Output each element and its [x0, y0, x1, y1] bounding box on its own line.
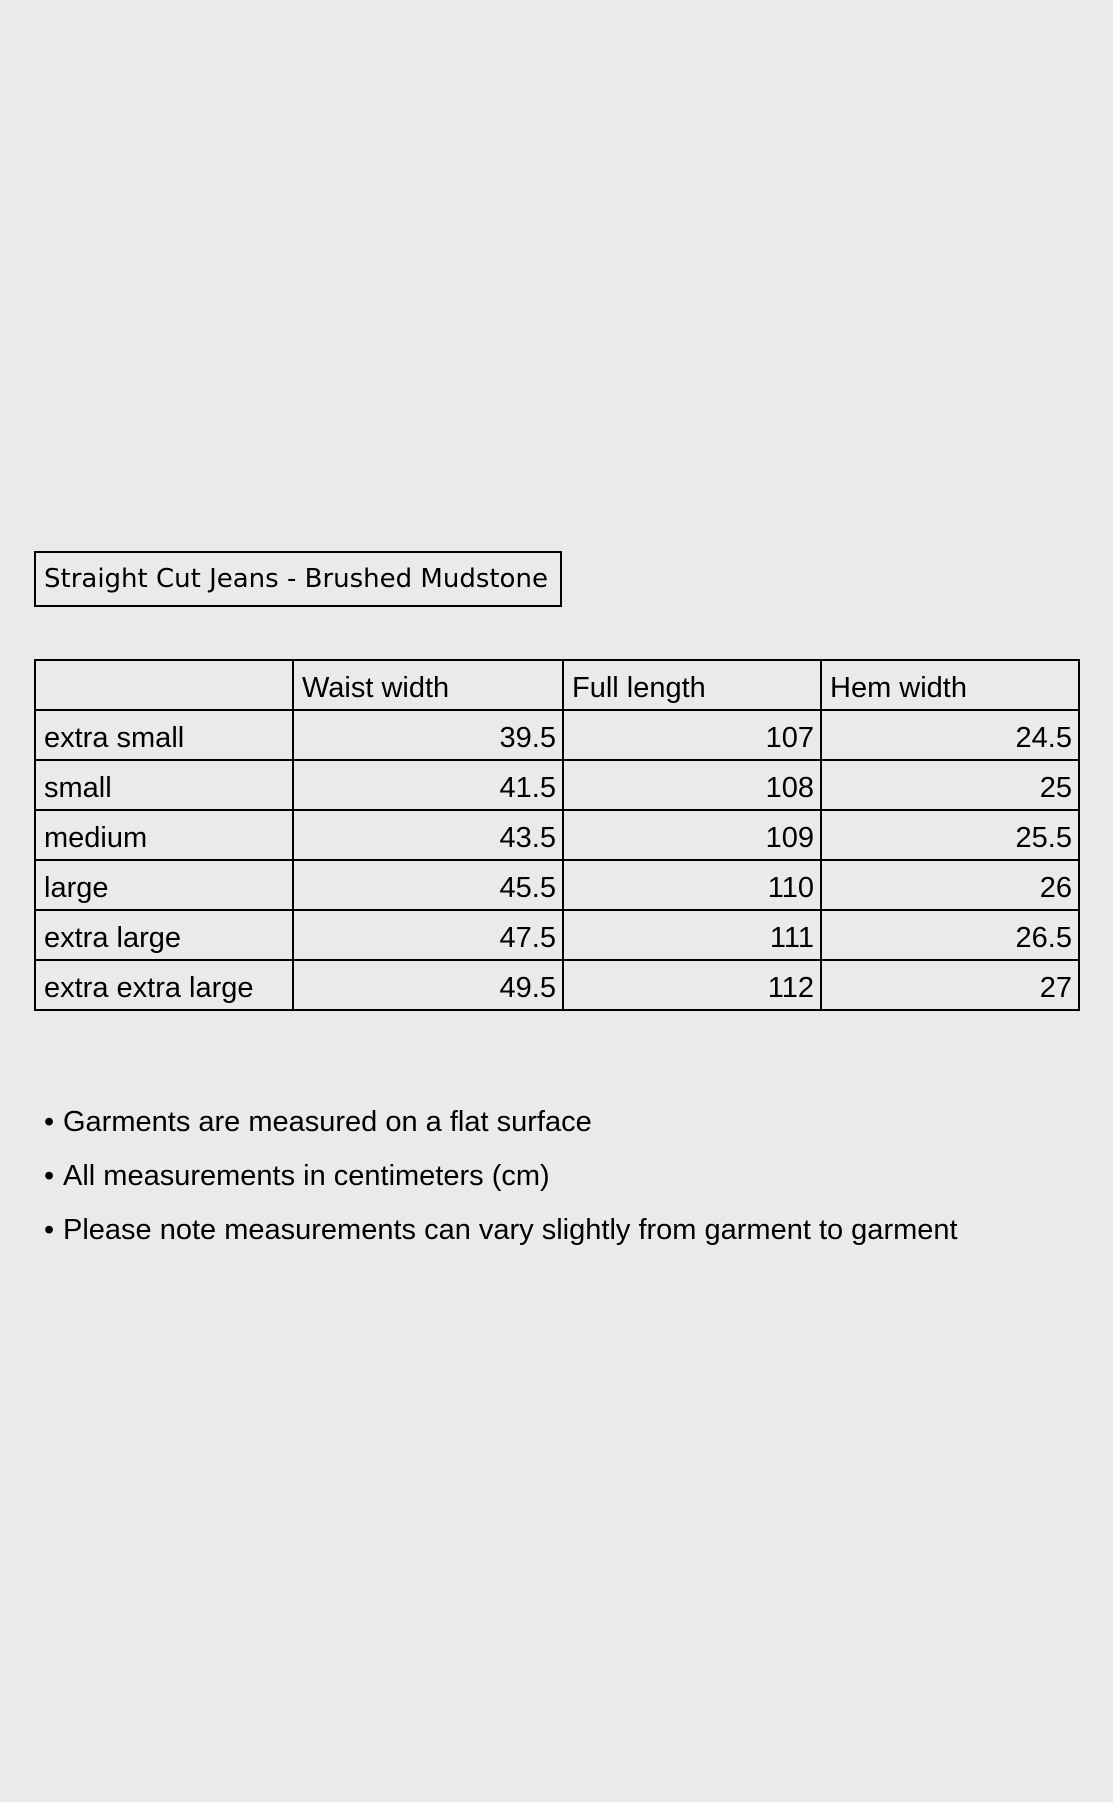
table-row [35, 960, 1079, 1010]
header-full-length: Full length [563, 660, 821, 710]
waist-width-value: 45.5 [293, 860, 563, 910]
note-item [44, 1102, 958, 1156]
hem-width-value: 25.5 [821, 810, 1079, 860]
size-label: medium [35, 810, 293, 860]
note-text: All measurements in centimeters (cm) [63, 1160, 550, 1192]
full-length-value: 107 [563, 710, 821, 760]
size-chart-table [34, 659, 1080, 1011]
table-row [35, 760, 1079, 810]
hem-width-value: 26.5 [821, 910, 1079, 960]
note-text: Garments are measured on a flat surface [63, 1106, 592, 1138]
waist-width-value: 41.5 [293, 760, 563, 810]
size-label: extra extra large [35, 960, 293, 1010]
header-size [35, 660, 293, 710]
note-item [44, 1210, 958, 1264]
bullet-icon: • [44, 1106, 55, 1138]
size-label: extra large [35, 910, 293, 960]
bullet-icon: • [44, 1160, 55, 1192]
size-label: extra small [35, 710, 293, 760]
full-length-value: 109 [563, 810, 821, 860]
table-row [35, 910, 1079, 960]
full-length-value: 111 [563, 910, 821, 960]
table-row [35, 810, 1079, 860]
waist-width-value: 47.5 [293, 910, 563, 960]
hem-width-value: 24.5 [821, 710, 1079, 760]
table-row [35, 860, 1079, 910]
header-waist-width: Waist width [293, 660, 563, 710]
full-length-value: 110 [563, 860, 821, 910]
waist-width-value: 39.5 [293, 710, 563, 760]
size-label: small [35, 760, 293, 810]
full-length-value: 112 [563, 960, 821, 1010]
product-title: Straight Cut Jeans - Brushed Mudstone [34, 551, 562, 607]
measurement-notes [44, 1102, 958, 1264]
hem-width-value: 26 [821, 860, 1079, 910]
hem-width-value: 27 [821, 960, 1079, 1010]
note-item [44, 1156, 958, 1210]
full-length-value: 108 [563, 760, 821, 810]
waist-width-value: 43.5 [293, 810, 563, 860]
table-row [35, 710, 1079, 760]
hem-width-value: 25 [821, 760, 1079, 810]
waist-width-value: 49.5 [293, 960, 563, 1010]
size-label: large [35, 860, 293, 910]
header-hem-width: Hem width [821, 660, 1079, 710]
table-header-row [35, 660, 1079, 710]
bullet-icon: • [44, 1214, 55, 1246]
note-text: Please note measurements can vary slightly from garment to garment [63, 1214, 958, 1246]
